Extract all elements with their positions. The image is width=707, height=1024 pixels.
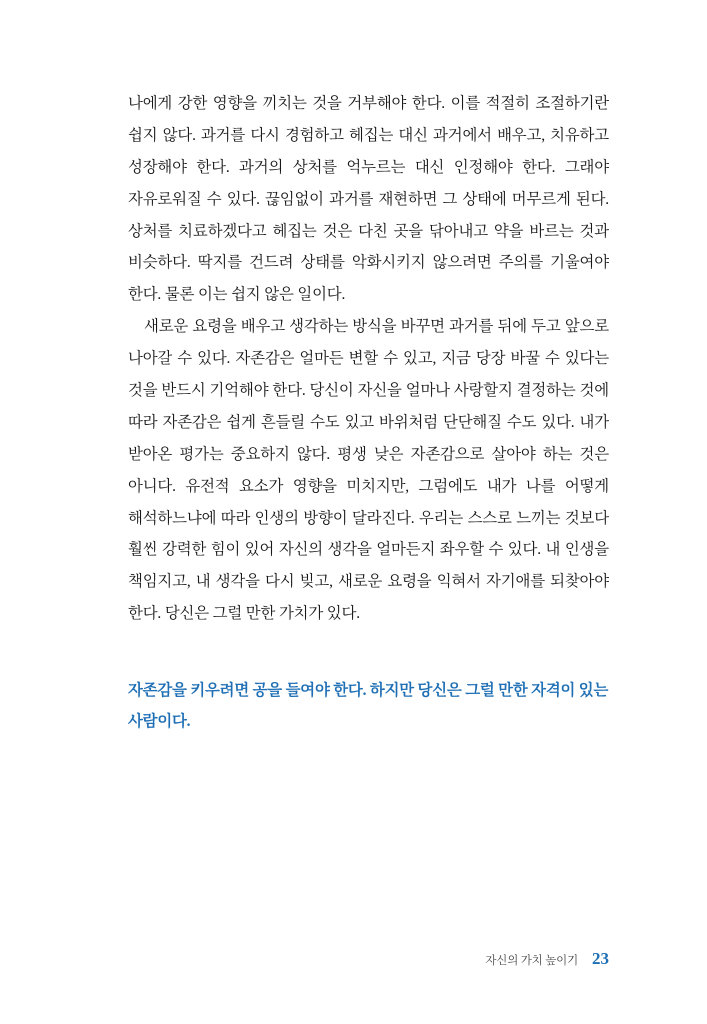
footer-chapter-label: 자신의 가치 높이기 xyxy=(485,955,578,967)
paragraph-1: 나에게 강한 영향을 끼치는 것을 거부해야 한다. 이를 적절히 조절하기란 쉽지 않다. 과거를 다시 경험하고 헤집는 대신 과거에서 배우고, 치유하고 성장해야 한다. 과거의 상처를 억누르는 대신 인정해야 한다. 그래야 자유로워질 수 있다. 끊임없이 과거를 재현하면 그 상태에 머무르게 된다. 상처를 치료하겠다고 헤집는 것은 다친 곳을 닦아내고 약을 바르는 것과 비슷하다. 딱지를 건드려 상태를 악화시키지 않으려면 주의를 기울여야 한다. 물론 이는 쉽지 않은 일이다. xyxy=(128,95,609,304)
page-number: 23 xyxy=(592,949,609,968)
paragraph-2: 새로운 요령을 배우고 생각하는 방식을 바꾸면 과거를 뒤에 두고 앞으로 나아갈 수 있다. 자존감은 얼마든 변할 수 있고, 지금 당장 바꿀 수 있다는 것을 반드시 기억해야 한다. 당신이 자신을 얼마나 사랑할지 결정하는 것에 따라 자존감은 쉽게 흔들릴 수도 있고 바위처럼 단단해질 수도 있다. 내가 받아온 평가는 중요하지 않다. 평생 낮은 자존감으로 살아야 하는 것은 아니다. 유전적 요소가 영향을 미치지만, 그럼에도 내가 나를 어떻게 해석하느냐에 따라 인생의 방향이 달라진다. 우리는 스스로 느끼는 것보다 훨씬 강력한 힘이 있어 자신의 생각을 얼마든지 좌우할 수 있다. 내 인생을 책임지고, 내 생각을 다시 빚고, 새로운 요령을 익혀서 자기애를 되찾아야 한다. 당신은 그럴 만한 가치가 있다. xyxy=(128,318,609,623)
highlight-callout: 자존감을 키우려면 공을 들여야 한다. 하지만 당신은 그럴 만한 자격이 있는 사람이다. xyxy=(128,682,609,730)
page-body xyxy=(128,88,609,630)
page-footer xyxy=(128,949,609,969)
